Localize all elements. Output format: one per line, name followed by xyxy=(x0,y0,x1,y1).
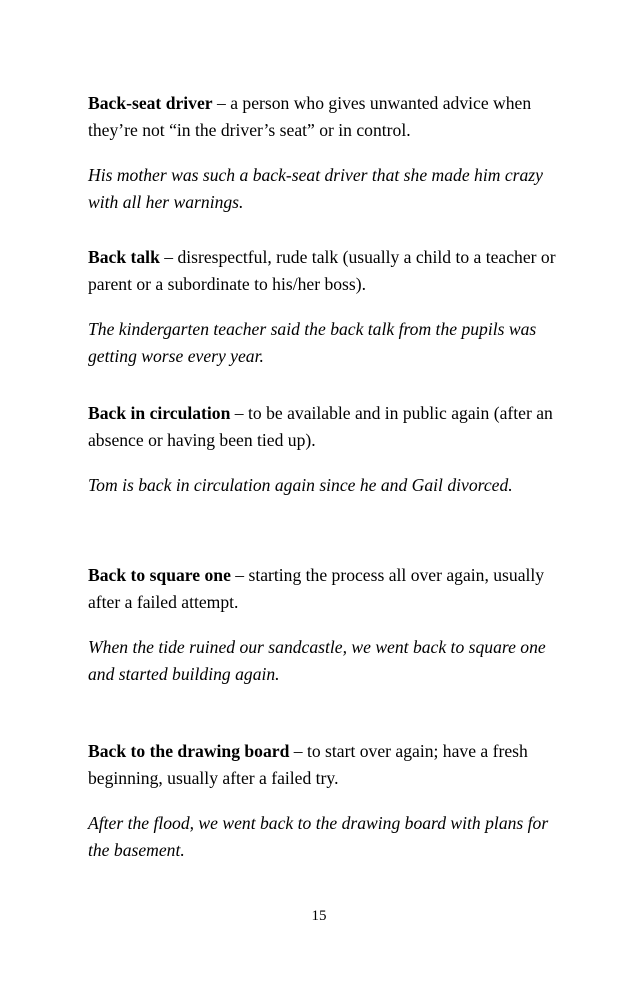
idiom-definition xyxy=(88,562,558,616)
definition-text: – to be available and in public again (after an absence or having been tied up). xyxy=(88,403,553,450)
idiom-definition xyxy=(88,738,558,792)
idiom-definition xyxy=(88,244,558,298)
idiom-example: When the tide ruined our sandcastle, we went back to square one and started building again. xyxy=(88,637,546,684)
definition-text: – to start over again; have a fresh beginning, usually after a failed try. xyxy=(88,741,528,788)
idiom-term: Back talk xyxy=(88,247,160,267)
idiom-entry xyxy=(88,90,558,216)
idiom-entry xyxy=(88,738,558,864)
idiom-entry xyxy=(88,244,558,370)
idiom-entry xyxy=(88,562,558,688)
definition-text: – starting the process all over again, usually after a failed attempt. xyxy=(88,565,545,612)
idiom-term: Back-seat driver xyxy=(88,93,213,113)
idiom-definition xyxy=(88,400,558,454)
definition-text: – disrespectful, rude talk (usually a child to a teacher or parent or a subordinate to his/her boss). xyxy=(88,247,556,294)
idiom-term: Back to the drawing board xyxy=(88,741,290,761)
idiom-entry xyxy=(88,400,558,499)
idiom-example: After the flood, we went back to the drawing board with plans for the basement. xyxy=(88,813,549,860)
definition-text: – a person who gives unwanted advice when they’re not “in the driver’s seat” or in control. xyxy=(88,93,532,140)
idiom-term: Back in circulation xyxy=(88,403,231,423)
idiom-definition xyxy=(88,90,558,144)
page-number: 15 xyxy=(311,908,327,924)
idiom-term: Back to square one xyxy=(88,565,231,585)
idiom-example: His mother was such a back-seat driver that she made him crazy with all her warnings. xyxy=(88,165,543,212)
idiom-example: Tom is back in circulation again since he and Gail divorced. xyxy=(88,475,513,495)
idiom-example: The kindergarten teacher said the back talk from the pupils was getting worse every year. xyxy=(88,319,537,366)
